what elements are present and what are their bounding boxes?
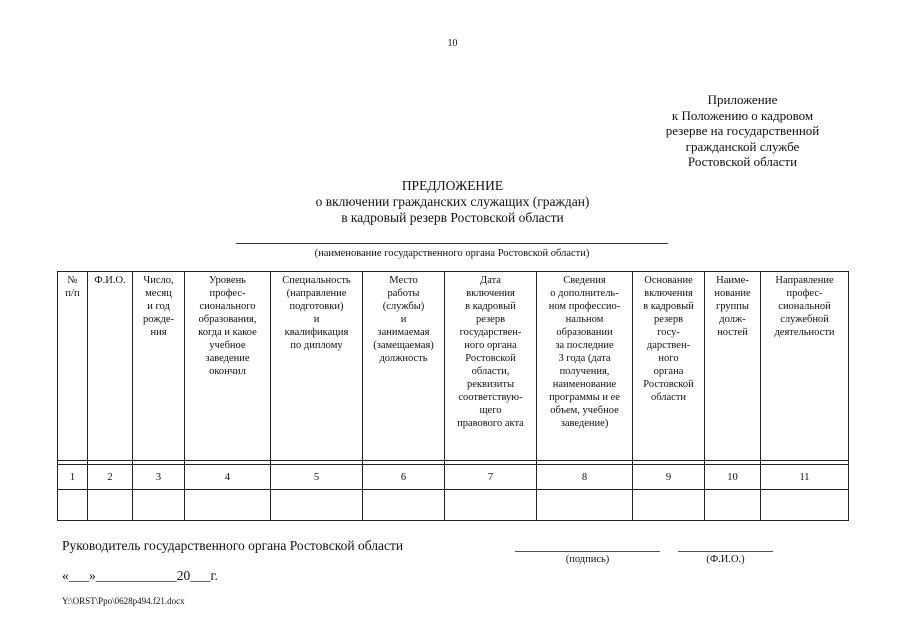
title-line-2: в кадровый резерв Ростовской области	[341, 210, 564, 225]
column-header-line: Специальность	[282, 275, 351, 286]
column-header-line: Ф.И.О.	[94, 275, 126, 286]
empty-cell[interactable]	[88, 490, 133, 521]
column-header-line: ностей	[717, 327, 748, 338]
column-header-line: (службы)	[382, 301, 425, 312]
column-header	[185, 272, 271, 461]
column-header-line: за последние	[555, 340, 614, 351]
column-header-line: окончил	[209, 366, 246, 377]
column-number-cell: 3	[133, 465, 185, 490]
empty-cell[interactable]	[58, 490, 88, 521]
table-header-row	[58, 272, 849, 461]
column-header-line: Сведения	[563, 275, 606, 286]
appendix-line: Ростовской области	[687, 154, 798, 169]
column-header-line: долж-	[719, 314, 746, 325]
column-header-line: Место	[389, 275, 418, 286]
empty-cell[interactable]	[363, 490, 445, 521]
column-header-line: и	[313, 314, 320, 325]
column-header	[633, 272, 705, 461]
document-title	[0, 178, 905, 226]
column-number-cell: 5	[271, 465, 363, 490]
signature-line	[515, 551, 660, 552]
name-label: (Ф.И.О.)	[706, 554, 745, 565]
proposal-table	[57, 271, 849, 521]
column-header-line: когда и какое	[198, 327, 257, 338]
column-number-cell: 4	[185, 465, 271, 490]
page-number: 10	[447, 38, 458, 49]
column-header-line: нальном	[565, 314, 604, 325]
column-header-line: (направление	[286, 288, 347, 299]
empty-cell[interactable]	[633, 490, 705, 521]
column-header-line: щего	[479, 405, 502, 416]
column-number-cell: 11	[761, 465, 849, 490]
table-column-numbers-row	[58, 465, 849, 490]
column-header-line: области,	[471, 366, 510, 377]
column-header-line: Направление	[775, 275, 834, 286]
column-header-line: (замещаемая)	[373, 340, 434, 351]
column-header-line: ного	[658, 353, 679, 364]
column-header-line: объем, учебное	[550, 405, 619, 416]
column-header-line: и год	[147, 301, 170, 312]
column-header-line: 3 года (дата	[558, 353, 611, 364]
column-number-cell: 1	[58, 465, 88, 490]
column-header-line: области	[650, 392, 687, 403]
column-number-cell: 8	[537, 465, 633, 490]
column-header-line: получения,	[559, 366, 610, 377]
appendix-line: гражданской службе	[685, 138, 800, 154]
empty-cell[interactable]	[761, 490, 849, 521]
column-header-line: и	[400, 314, 407, 325]
org-name-caption: (наименование государственного органа Ростовской области)	[314, 248, 590, 259]
column-header-line: п/п	[65, 288, 80, 299]
appendix-note	[630, 92, 855, 170]
empty-cell[interactable]	[133, 490, 185, 521]
column-header-line: резерв	[653, 314, 684, 325]
column-header-line: месяц	[145, 288, 172, 299]
table-empty-row	[58, 490, 849, 521]
column-header-line: резерв	[475, 314, 506, 325]
column-header-line: образования,	[198, 314, 257, 325]
empty-cell[interactable]	[271, 490, 363, 521]
signature-label: (подпись)	[565, 554, 610, 565]
column-header	[537, 272, 633, 461]
column-header-line: рожде-	[143, 314, 174, 325]
column-header-line: образовании	[556, 327, 613, 338]
column-header-line: Дата	[480, 275, 501, 286]
column-header-line: подготовки)	[289, 301, 344, 312]
column-header-line: в кадровый	[465, 301, 516, 312]
column-number-cell: 9	[633, 465, 705, 490]
column-header-line: сионального	[199, 301, 256, 312]
column-header-line: сиональной	[778, 301, 831, 312]
column-header-line: нование	[714, 288, 751, 299]
column-header-line: №	[67, 275, 78, 286]
column-header-line: Основание	[644, 275, 693, 286]
column-header	[761, 272, 849, 461]
column-number-cell: 10	[705, 465, 761, 490]
column-header-line: Ростовской	[643, 379, 694, 390]
empty-cell[interactable]	[185, 490, 271, 521]
name-line	[678, 551, 773, 552]
column-header-line: ном профессио-	[548, 301, 621, 312]
column-header-line: ного органа	[464, 340, 517, 351]
column-header-line: в кадровый	[643, 301, 694, 312]
date-line: «___»____________20___г.	[62, 568, 218, 583]
column-header-line: государствен-	[459, 327, 522, 338]
column-header-line: дарствен-	[646, 340, 691, 351]
column-header-line: должность	[379, 353, 428, 364]
appendix-line: Приложение	[707, 92, 778, 107]
column-header-line: Уровень	[209, 275, 246, 286]
column-header-line: учебное	[209, 340, 246, 351]
column-header-line: Наиме-	[716, 275, 749, 286]
column-header-line: включения	[466, 288, 515, 299]
column-header-line: занимаемая	[377, 327, 430, 338]
file-path: Y:\ORST\Ppo\0628p494.f21.docx	[62, 596, 185, 606]
column-header-line: заведение	[205, 353, 250, 364]
column-header-line: Ростовской	[465, 353, 516, 364]
column-header	[445, 272, 537, 461]
column-header-line: программы и ее	[549, 392, 620, 403]
column-header-line: группы	[716, 301, 749, 312]
column-number-cell: 7	[445, 465, 537, 490]
column-header-line: деятельности	[774, 327, 835, 338]
column-header	[271, 272, 363, 461]
column-header-line: профес-	[786, 288, 823, 299]
column-header-line: заведение)	[560, 418, 609, 429]
column-header-line: правового акта	[457, 418, 524, 429]
column-header-line: реквизиты	[467, 379, 514, 390]
column-header	[363, 272, 445, 461]
column-header-line: квалификация	[284, 327, 349, 338]
empty-cell[interactable]	[537, 490, 633, 521]
column-header-line: включения	[644, 288, 693, 299]
appendix-line: резерве на государственной	[665, 123, 820, 138]
column-header-line: Число,	[143, 275, 174, 286]
column-header-line: госу-	[657, 327, 680, 338]
column-header-line: соответствую-	[458, 392, 523, 403]
column-header-line: служебной	[780, 314, 829, 325]
column-header	[58, 272, 88, 461]
title-line-1: о включении гражданских служащих (граждан)	[315, 194, 590, 209]
column-header-line: о дополнитель-	[550, 288, 619, 299]
column-header	[88, 272, 133, 461]
column-header-line: по диплому	[290, 340, 343, 351]
column-header-line: ния	[150, 327, 167, 338]
column-header-line: наименование	[552, 379, 617, 390]
column-header	[705, 272, 761, 461]
signer-title: Руководитель государственного органа Ростовской области	[62, 538, 404, 553]
empty-cell[interactable]	[445, 490, 537, 521]
column-header	[133, 272, 185, 461]
column-header-line: профес-	[209, 288, 246, 299]
title-main: ПРЕДЛОЖЕНИЕ	[401, 178, 504, 193]
appendix-line: к Положению о кадровом	[671, 107, 814, 123]
column-number-cell: 2	[88, 465, 133, 490]
column-number-cell: 6	[363, 465, 445, 490]
org-name-blank-line	[236, 243, 668, 244]
column-header-line: органа	[653, 366, 684, 377]
column-header-line: работы	[387, 288, 420, 299]
empty-cell[interactable]	[705, 490, 761, 521]
